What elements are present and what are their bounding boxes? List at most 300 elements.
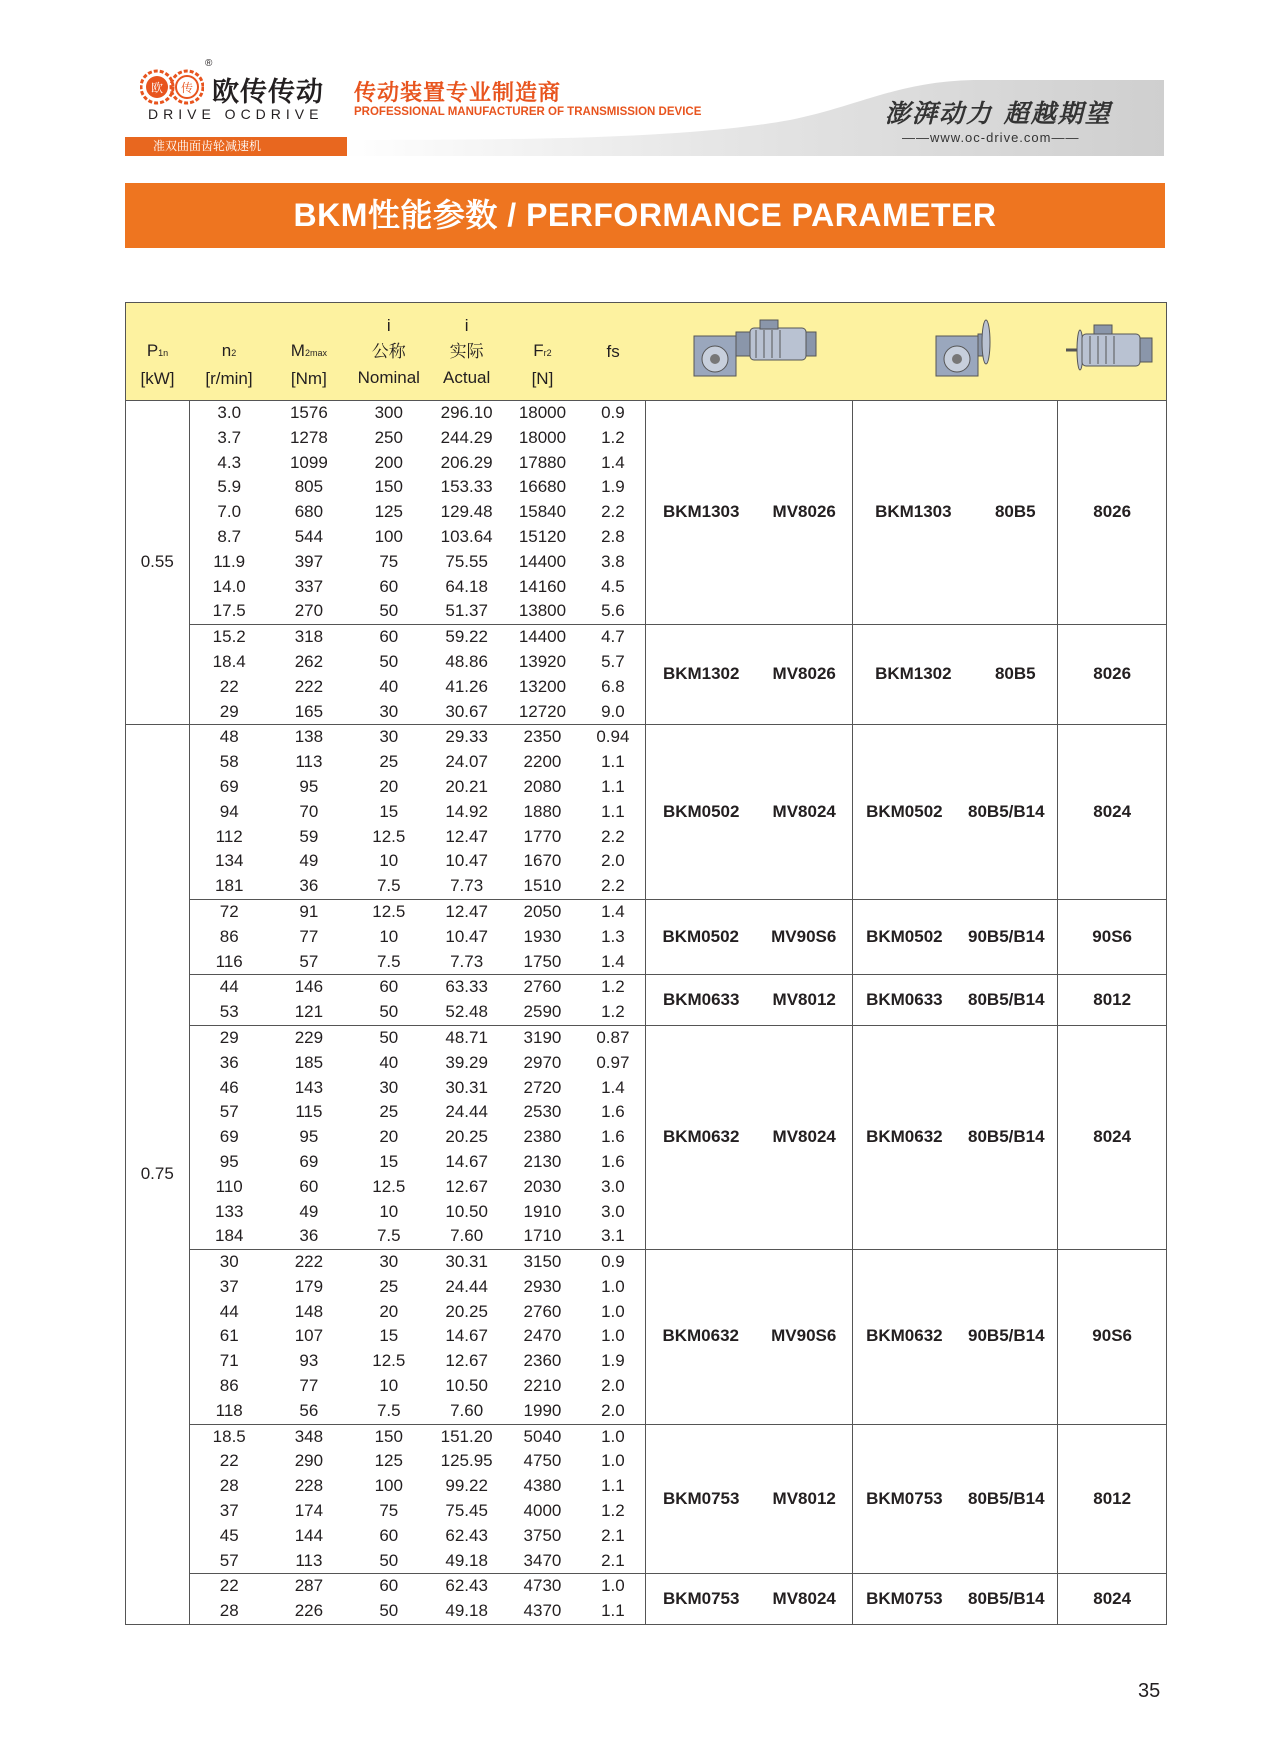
fr2-cell: 2050 bbox=[523, 901, 562, 921]
fr2-cell: 2350 bbox=[523, 727, 562, 747]
i-actual-cell: 14.67 bbox=[445, 1326, 488, 1346]
header-p1n: P1n [kW] bbox=[126, 303, 190, 401]
i-actual-cell: 24.07 bbox=[445, 752, 488, 772]
header-fr2: Fr2 [N] bbox=[505, 303, 581, 401]
model-code: BKM0753 bbox=[662, 1588, 740, 1608]
fr2-cell: 1750 bbox=[505, 950, 581, 975]
m2max-cell: 287 bbox=[294, 1576, 324, 1596]
logo-glyph-left: 欧 bbox=[150, 81, 164, 95]
model-motor-cell bbox=[1058, 1025, 1167, 1249]
model-code: MV8024 bbox=[772, 1127, 836, 1147]
i-actual-cell: 24.44 bbox=[445, 1102, 488, 1122]
m2max-cell: 146 bbox=[294, 977, 324, 997]
table-row bbox=[126, 625, 1167, 650]
model-code: 8012 bbox=[1093, 1488, 1132, 1508]
model-code: 80B5/B14 bbox=[968, 1127, 1045, 1147]
i-nominal-cell: 150 bbox=[374, 1426, 403, 1446]
power-cell: 0.75 bbox=[126, 725, 190, 1625]
page-number: 35 bbox=[1138, 1680, 1161, 1702]
i-nominal-cell: 10 bbox=[379, 926, 399, 946]
fr2-cell: 15840 bbox=[518, 502, 567, 522]
i-nominal-cell: 60 bbox=[379, 576, 399, 596]
fs-cell: 0.94 bbox=[596, 727, 630, 747]
fs-cell: 1.6 bbox=[601, 1102, 625, 1122]
fs-cell: 6.8 bbox=[601, 676, 625, 696]
n2-cell: 37 bbox=[219, 1276, 239, 1296]
fr2-cell: 15120 bbox=[518, 526, 567, 546]
i-actual-cell: 20.25 bbox=[445, 1127, 488, 1147]
n2-cell: 36 bbox=[219, 1052, 239, 1072]
i-nominal-cell: 30 bbox=[379, 1077, 399, 1097]
gearbox-with-flange-icon bbox=[853, 303, 1058, 401]
fr2-cell: 2530 bbox=[523, 1102, 562, 1122]
model-code: 80B5/B14 bbox=[968, 1488, 1045, 1508]
i-actual-cell: 7.60 bbox=[429, 1224, 505, 1249]
i-actual-cell: 63.33 bbox=[445, 977, 488, 997]
model-code: 8024 bbox=[1093, 801, 1132, 821]
i-actual-cell: 49.18 bbox=[429, 1549, 505, 1574]
model-code: 90B5/B14 bbox=[968, 926, 1045, 946]
website-url: ——www.oc-drive.com—— bbox=[902, 130, 1080, 145]
fs-cell: 1.0 bbox=[601, 1301, 625, 1321]
model-code: BKM1303 bbox=[875, 502, 952, 522]
n2-cell: 116 bbox=[189, 950, 269, 975]
i-actual-cell: 59.22 bbox=[445, 627, 488, 647]
m2max-cell: 59 bbox=[299, 826, 319, 846]
m2max-cell: 226 bbox=[269, 1599, 349, 1624]
model-motor-cell bbox=[1058, 1250, 1167, 1425]
m2max-cell: 107 bbox=[294, 1326, 324, 1346]
i-actual-cell: 12.47 bbox=[445, 901, 488, 921]
i-actual-cell: 129.48 bbox=[440, 502, 493, 522]
model-code: 8026 bbox=[1093, 664, 1132, 684]
model-code: BKM0632 bbox=[662, 1127, 740, 1147]
i-nominal-cell: 10 bbox=[379, 851, 399, 871]
n2-cell: 69 bbox=[219, 1127, 239, 1147]
n2-cell: 61 bbox=[219, 1326, 239, 1346]
i-actual-cell: 7.73 bbox=[429, 874, 505, 899]
m2max-cell: 77 bbox=[299, 926, 319, 946]
slogan-en: PROFESSIONAL MANUFACTURER OF TRANSMISSION DEVICE bbox=[354, 106, 702, 118]
n2-cell: 8.7 bbox=[217, 526, 242, 546]
i-nominal-cell: 50 bbox=[349, 1549, 429, 1574]
fr2-cell: 1770 bbox=[523, 826, 562, 846]
i-nominal-cell: 12.5 bbox=[372, 901, 406, 921]
fs-cell: 0.9 bbox=[601, 403, 625, 422]
i-actual-cell: 244.29 bbox=[440, 427, 493, 447]
fs-cell: 1.4 bbox=[601, 1077, 625, 1097]
m2max-cell: 57 bbox=[269, 950, 349, 975]
m2max-cell: 680 bbox=[294, 502, 324, 522]
i-nominal-cell: 60 bbox=[379, 977, 399, 997]
fr2-cell: 12720 bbox=[505, 700, 581, 725]
fs-cell: 2.2 bbox=[601, 826, 625, 846]
fr2-cell: 2130 bbox=[523, 1151, 562, 1171]
n2-cell: 95 bbox=[219, 1151, 239, 1171]
m2max-cell: 36 bbox=[269, 1224, 349, 1249]
model-code: 80B5/B14 bbox=[968, 801, 1045, 821]
model-code: 90S6 bbox=[1092, 926, 1132, 946]
fr2-cell: 4000 bbox=[523, 1501, 562, 1521]
m2max-cell: 229 bbox=[294, 1027, 324, 1047]
motor-icon bbox=[1058, 303, 1167, 401]
table-body bbox=[126, 401, 1167, 1625]
m2max-cell: 1099 bbox=[289, 452, 328, 472]
n2-cell: 28 bbox=[219, 1476, 239, 1496]
model-code: MV8024 bbox=[772, 1588, 836, 1608]
fr2-cell: 2210 bbox=[523, 1376, 562, 1396]
model-flange-cell bbox=[853, 401, 1058, 625]
i-actual-cell: 62.43 bbox=[445, 1576, 488, 1596]
i-actual-cell: 75.45 bbox=[445, 1501, 488, 1521]
fr2-cell: 13920 bbox=[518, 651, 567, 671]
n2-cell: 86 bbox=[219, 926, 239, 946]
m2max-cell: 544 bbox=[294, 526, 324, 546]
fr2-cell: 5040 bbox=[523, 1426, 562, 1446]
logo-glyph-right: 传 bbox=[180, 81, 194, 95]
m2max-cell: 56 bbox=[269, 1399, 349, 1424]
fr2-cell: 3150 bbox=[523, 1252, 562, 1272]
subtitle-tab: 准双曲面齿轮减速机 bbox=[125, 137, 347, 156]
m2max-cell: 222 bbox=[294, 1252, 324, 1272]
fs-cell: 9.0 bbox=[580, 700, 646, 725]
i-actual-cell: 7.73 bbox=[429, 950, 505, 975]
fr2-cell: 3750 bbox=[523, 1525, 562, 1545]
m2max-cell: 179 bbox=[294, 1276, 324, 1296]
i-actual-cell: 99.22 bbox=[445, 1476, 488, 1496]
model-code: 80B5 bbox=[994, 664, 1036, 684]
m2max-cell: 805 bbox=[294, 477, 324, 497]
n2-cell: 44 bbox=[219, 1301, 239, 1321]
i-nominal-cell: 7.5 bbox=[349, 874, 429, 899]
n2-cell: 17.5 bbox=[189, 599, 269, 624]
n2-cell: 46 bbox=[219, 1077, 239, 1097]
fr2-cell: 14400 bbox=[518, 551, 567, 571]
fr2-cell: 2760 bbox=[523, 977, 562, 997]
model-code: BKM0502 bbox=[662, 926, 740, 946]
i-actual-cell: 14.92 bbox=[445, 801, 488, 821]
fr2-cell: 2760 bbox=[523, 1301, 562, 1321]
m2max-cell: 228 bbox=[294, 1476, 324, 1496]
m2max-cell: 143 bbox=[294, 1077, 324, 1097]
n2-cell: 184 bbox=[189, 1224, 269, 1249]
n2-cell: 18.4 bbox=[212, 651, 246, 671]
fs-cell: 2.1 bbox=[580, 1549, 646, 1574]
n2-cell: 134 bbox=[215, 851, 244, 871]
model-code: 80B5/B14 bbox=[968, 989, 1045, 1009]
model-code: 90S6 bbox=[1092, 1326, 1132, 1346]
model-motor-cell bbox=[1058, 401, 1167, 625]
m2max-cell: 113 bbox=[269, 1549, 349, 1574]
m2max-cell: 337 bbox=[294, 576, 324, 596]
m2max-cell: 1576 bbox=[289, 403, 328, 422]
fs-cell: 3.0 bbox=[601, 1176, 625, 1196]
model-code: BKM0502 bbox=[866, 801, 943, 821]
fs-cell: 2.1 bbox=[601, 1525, 625, 1545]
n2-cell: 14.0 bbox=[212, 576, 246, 596]
i-nominal-cell: 25 bbox=[379, 752, 399, 772]
n2-cell: 94 bbox=[219, 801, 239, 821]
table-row bbox=[126, 1574, 1167, 1599]
motto: 澎湃动力 超越期望 bbox=[885, 99, 1112, 128]
fr2-cell: 17880 bbox=[518, 452, 567, 472]
fs-cell: 1.3 bbox=[601, 926, 625, 946]
model-motor-cell bbox=[1058, 975, 1167, 1026]
fs-cell: 1.0 bbox=[601, 1326, 625, 1346]
gearbox-with-motor-icon bbox=[646, 303, 853, 401]
i-actual-cell: 10.47 bbox=[445, 851, 488, 871]
i-actual-cell: 29.33 bbox=[445, 727, 488, 747]
i-nominal-cell: 75 bbox=[379, 551, 399, 571]
fs-cell: 1.1 bbox=[580, 1599, 646, 1624]
power-cell: 0.55 bbox=[126, 401, 190, 725]
model-flange-cell bbox=[853, 899, 1058, 974]
model-code: BKM0632 bbox=[662, 1326, 740, 1346]
model-code: BKM0753 bbox=[866, 1488, 943, 1508]
n2-cell: 57 bbox=[219, 1102, 239, 1122]
model-code: BKM0753 bbox=[866, 1588, 943, 1608]
m2max-cell: 113 bbox=[295, 752, 323, 772]
i-nominal-cell: 12.5 bbox=[372, 826, 406, 846]
header-i-nominal: i 公称 Nominal bbox=[349, 303, 429, 401]
model-gearmotor-cell bbox=[646, 975, 853, 1026]
model-flange-cell bbox=[853, 975, 1058, 1026]
n2-cell: 71 bbox=[219, 1351, 239, 1371]
i-nominal-cell: 40 bbox=[379, 1052, 399, 1072]
i-nominal-cell: 50 bbox=[349, 599, 429, 624]
i-actual-cell: 10.50 bbox=[445, 1201, 488, 1221]
n2-cell: 118 bbox=[189, 1399, 269, 1424]
model-code: 90B5/B14 bbox=[968, 1326, 1045, 1346]
m2max-cell: 49 bbox=[299, 851, 319, 871]
fr2-cell: 2380 bbox=[523, 1127, 562, 1147]
i-actual-cell: 12.67 bbox=[445, 1351, 488, 1371]
fs-cell: 1.0 bbox=[601, 1576, 625, 1596]
fr2-cell: 1670 bbox=[523, 851, 562, 871]
i-nominal-cell: 25 bbox=[379, 1102, 399, 1122]
m2max-cell: 270 bbox=[269, 599, 349, 624]
n2-cell: 5.9 bbox=[217, 477, 242, 497]
fs-cell: 1.1 bbox=[601, 1476, 625, 1496]
fr2-cell: 2200 bbox=[523, 752, 562, 772]
model-gearmotor-cell bbox=[646, 401, 853, 625]
n2-cell: 37 bbox=[219, 1501, 239, 1521]
model-motor-cell bbox=[1058, 725, 1167, 900]
fr2-cell: 2930 bbox=[523, 1276, 562, 1296]
i-nominal-cell: 7.5 bbox=[349, 950, 429, 975]
m2max-cell: 165 bbox=[269, 700, 349, 725]
model-gearmotor-cell bbox=[646, 1025, 853, 1249]
model-motor-cell bbox=[1058, 625, 1167, 725]
fr2-cell: 2720 bbox=[523, 1077, 562, 1097]
model-code: MV8012 bbox=[772, 1488, 836, 1508]
i-nominal-cell: 15 bbox=[379, 1151, 399, 1171]
model-flange-cell bbox=[853, 1025, 1058, 1249]
fs-cell: 3.8 bbox=[601, 551, 625, 571]
model-gearmotor-cell bbox=[646, 1424, 853, 1574]
fr2-cell: 3190 bbox=[523, 1027, 562, 1047]
fs-cell: 2.2 bbox=[580, 874, 646, 899]
i-nominal-cell: 12.5 bbox=[372, 1176, 406, 1196]
fr2-cell: 14400 bbox=[518, 627, 567, 647]
i-actual-cell: 12.67 bbox=[445, 1176, 488, 1196]
n2-cell: 72 bbox=[219, 901, 239, 921]
fs-cell: 1.0 bbox=[601, 1426, 625, 1446]
model-code: 80B5/B14 bbox=[968, 1588, 1045, 1608]
i-nominal-cell: 100 bbox=[374, 526, 403, 546]
m2max-cell: 348 bbox=[294, 1426, 324, 1446]
fr2-cell: 4730 bbox=[523, 1576, 562, 1596]
m2max-cell: 91 bbox=[299, 901, 319, 921]
table-row bbox=[126, 1025, 1167, 1050]
i-actual-cell: 10.50 bbox=[445, 1376, 488, 1396]
n2-cell: 48 bbox=[219, 727, 239, 747]
m2max-cell: 115 bbox=[295, 1102, 323, 1122]
i-actual-cell: 62.43 bbox=[445, 1525, 488, 1545]
i-nominal-cell: 60 bbox=[379, 1525, 399, 1545]
i-nominal-cell: 300 bbox=[374, 403, 403, 422]
i-actual-cell: 12.47 bbox=[445, 826, 488, 846]
n2-cell: 28 bbox=[189, 1599, 269, 1624]
m2max-cell: 185 bbox=[294, 1052, 324, 1072]
m2max-cell: 318 bbox=[294, 627, 324, 647]
n2-cell: 112 bbox=[215, 826, 243, 846]
n2-cell: 133 bbox=[215, 1201, 244, 1221]
model-flange-cell bbox=[853, 725, 1058, 900]
m2max-cell: 148 bbox=[294, 1301, 324, 1321]
i-nominal-cell: 12.5 bbox=[372, 1351, 406, 1371]
m2max-cell: 77 bbox=[299, 1376, 319, 1396]
i-nominal-cell: 250 bbox=[374, 427, 403, 447]
n2-cell: 11.9 bbox=[213, 551, 246, 571]
model-code: MV8024 bbox=[772, 801, 836, 821]
i-actual-cell: 20.25 bbox=[445, 1301, 488, 1321]
fr2-cell: 2030 bbox=[523, 1176, 562, 1196]
n2-cell: 3.7 bbox=[217, 427, 242, 447]
m2max-cell: 95 bbox=[299, 776, 319, 796]
model-gearmotor-cell bbox=[646, 899, 853, 974]
table-row bbox=[126, 975, 1167, 1000]
n2-cell: 110 bbox=[215, 1176, 243, 1196]
fs-cell: 5.6 bbox=[580, 599, 646, 624]
i-actual-cell: 64.18 bbox=[445, 576, 488, 596]
model-code: MV8026 bbox=[772, 502, 836, 522]
fs-cell: 2.8 bbox=[601, 526, 625, 546]
fs-cell: 1.6 bbox=[601, 1127, 625, 1147]
i-actual-cell: 7.60 bbox=[429, 1399, 505, 1424]
fr2-cell: 2590 bbox=[505, 1000, 581, 1025]
i-actual-cell: 10.47 bbox=[445, 926, 488, 946]
i-actual-cell: 296.10 bbox=[440, 403, 493, 422]
m2max-cell: 262 bbox=[294, 651, 324, 671]
n2-cell: 30 bbox=[219, 1252, 239, 1272]
fs-cell: 2.0 bbox=[601, 851, 625, 871]
fr2-cell: 2970 bbox=[523, 1052, 562, 1072]
model-code: 8024 bbox=[1093, 1127, 1132, 1147]
fs-cell: 1.0 bbox=[601, 1451, 625, 1471]
fs-cell: 4.5 bbox=[601, 576, 625, 596]
fr2-cell: 1930 bbox=[523, 926, 562, 946]
model-code: MV90S6 bbox=[771, 1326, 837, 1346]
i-nominal-cell: 10 bbox=[379, 1201, 399, 1221]
i-nominal-cell: 40 bbox=[379, 676, 399, 696]
n2-cell: 53 bbox=[189, 1000, 269, 1025]
i-actual-cell: 51.37 bbox=[429, 599, 505, 624]
m2max-cell: 1278 bbox=[289, 427, 328, 447]
m2max-cell: 397 bbox=[294, 551, 324, 571]
fs-cell: 1.9 bbox=[601, 1351, 625, 1371]
fr2-cell: 4750 bbox=[523, 1451, 562, 1471]
m2max-cell: 36 bbox=[269, 874, 349, 899]
m2max-cell: 222 bbox=[294, 676, 324, 696]
table-row bbox=[126, 1424, 1167, 1449]
i-actual-cell: 125.95 bbox=[440, 1451, 493, 1471]
fs-cell: 1.2 bbox=[580, 1000, 646, 1025]
performance-table bbox=[125, 302, 1167, 1625]
m2max-cell: 138 bbox=[294, 727, 324, 747]
i-actual-cell: 153.33 bbox=[440, 477, 493, 497]
fr2-cell: 18000 bbox=[518, 403, 567, 422]
model-code: BKM0502 bbox=[662, 801, 740, 821]
fs-cell: 0.9 bbox=[601, 1252, 625, 1272]
n2-cell: 15.2 bbox=[212, 627, 246, 647]
n2-cell: 22 bbox=[219, 1451, 239, 1471]
i-actual-cell: 41.26 bbox=[445, 676, 488, 696]
i-actual-cell: 75.55 bbox=[445, 551, 488, 571]
brand-name-cn: 欧传传动 bbox=[212, 77, 324, 107]
model-motor-cell bbox=[1058, 1574, 1167, 1625]
i-nominal-cell: 50 bbox=[379, 1027, 399, 1047]
header-n2: n2 [r/min] bbox=[189, 303, 269, 401]
model-flange-cell bbox=[853, 1250, 1058, 1425]
i-nominal-cell: 25 bbox=[379, 1276, 399, 1296]
header-fs: fs bbox=[580, 303, 646, 401]
m2max-cell: 60 bbox=[299, 1176, 319, 1196]
fr2-cell: 4370 bbox=[505, 1599, 581, 1624]
registered-mark: ® bbox=[205, 58, 213, 69]
brand-name-en: DRIVE OCDRIVE bbox=[148, 106, 324, 122]
m2max-cell: 49 bbox=[299, 1201, 319, 1221]
model-code: BKM1302 bbox=[662, 664, 740, 684]
model-gearmotor-cell bbox=[646, 625, 853, 725]
model-code: BKM0633 bbox=[866, 989, 943, 1009]
i-actual-cell: 52.48 bbox=[429, 1000, 505, 1025]
i-nominal-cell: 7.5 bbox=[349, 1399, 429, 1424]
title-bar bbox=[125, 183, 1165, 248]
fs-cell: 1.4 bbox=[580, 950, 646, 975]
m2max-cell: 144 bbox=[294, 1525, 324, 1545]
m2max-cell: 93 bbox=[299, 1351, 319, 1371]
n2-cell: 7.0 bbox=[217, 502, 242, 522]
m2max-cell: 121 bbox=[269, 1000, 349, 1025]
i-nominal-cell: 60 bbox=[379, 627, 399, 647]
fs-cell: 0.97 bbox=[596, 1052, 630, 1072]
page-header bbox=[0, 0, 1280, 170]
fr2-cell: 16680 bbox=[518, 477, 567, 497]
i-nominal-cell: 10 bbox=[379, 1376, 399, 1396]
model-gearmotor-cell bbox=[646, 1250, 853, 1425]
i-nominal-cell: 20 bbox=[379, 1301, 399, 1321]
model-code: BKM1302 bbox=[875, 664, 952, 684]
i-nominal-cell: 15 bbox=[379, 801, 399, 821]
fs-cell: 4.7 bbox=[601, 627, 625, 647]
fs-cell: 2.0 bbox=[580, 1399, 646, 1424]
i-nominal-cell: 150 bbox=[374, 477, 403, 497]
fr2-cell: 1510 bbox=[505, 874, 581, 899]
i-actual-cell: 151.20 bbox=[440, 1426, 493, 1446]
i-nominal-cell: 30 bbox=[349, 700, 429, 725]
i-actual-cell: 20.21 bbox=[445, 776, 488, 796]
